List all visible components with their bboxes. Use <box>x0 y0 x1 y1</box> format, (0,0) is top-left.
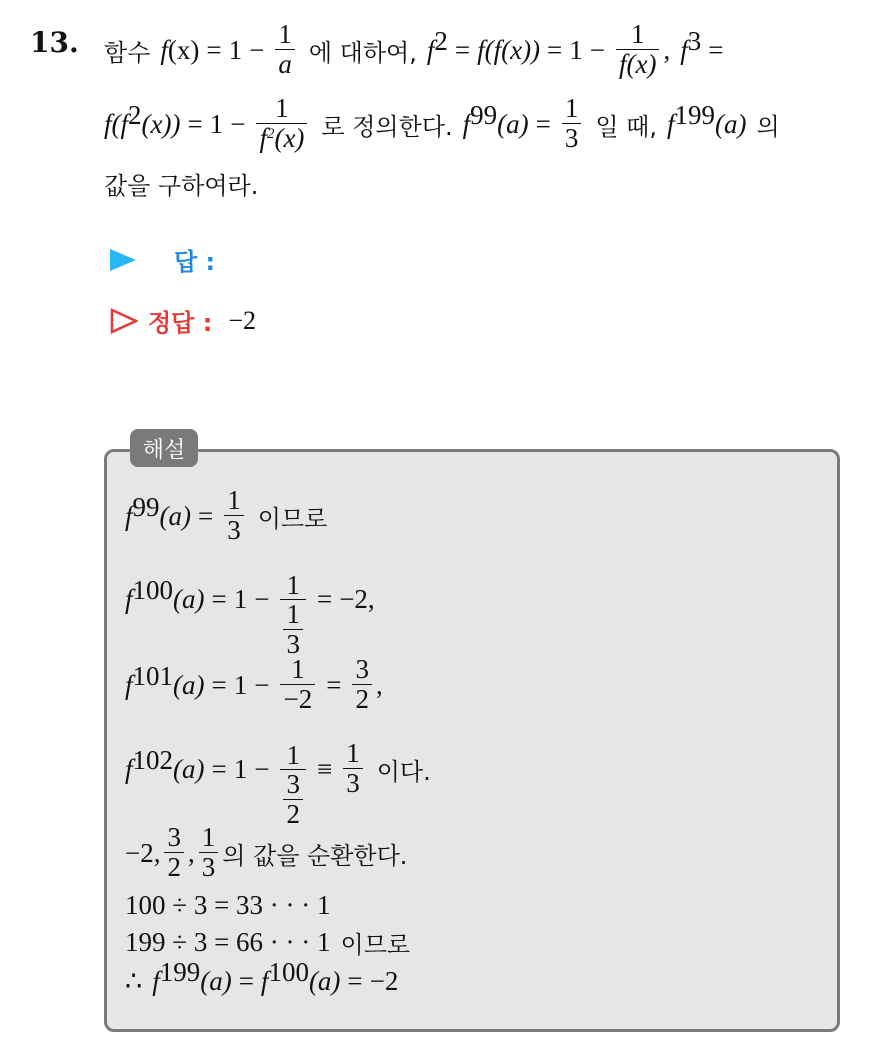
text: 이다. <box>376 757 431 786</box>
solution-line-4: f $^{102}$ (a) = 1 − $\frac{1}{\frac{3}{2}}$ ≡ $\frac{1}{3}$ 이다. <box>125 738 431 829</box>
equals: = <box>454 34 471 65</box>
outline-triangle-icon <box>110 308 138 334</box>
one: 1 <box>209 108 224 139</box>
text-ui: 의 <box>756 112 780 141</box>
correct-answer-row <box>110 303 256 338</box>
arg: (a) <box>200 965 232 996</box>
func-f: f <box>152 965 160 996</box>
fraction-1-over-fx: $\frac{1}{f(x)}$ <box>616 20 659 79</box>
text-il-ttae: 일 때, <box>595 112 657 141</box>
text-hamsu: 함수 <box>104 38 151 67</box>
equals: = <box>347 965 363 996</box>
question-line-2: f(f $^2$ (x)) = 1 − $\frac{1}{f^2(x)}$ 로 정의한다. f $^{99}$ (a) = $\frac{1}{3}$ 일 때, f $^{199}$ (a) 의 <box>104 93 780 153</box>
equals: = <box>187 108 203 139</box>
equals: = <box>211 669 227 700</box>
solution-line-3: f $^{101}$ (a) = 1 − $\frac{1}{-2}$ = $\frac{3}{2}$ , <box>125 654 383 714</box>
equals: = <box>211 753 227 784</box>
func-f3: f <box>680 34 688 65</box>
func-f: f <box>125 669 133 700</box>
text: 의 값을 순환한다. <box>222 841 408 870</box>
fraction-1-over-f2x: $\frac{1}{f^2(x)}$ <box>256 94 307 153</box>
fraction-one-third: $\frac{1}{3}$ <box>562 94 582 153</box>
question-line-1: 함수 f (x) = 1 − $\frac{1}{a}$ 에 대하여, f $^2$ = f(f(x)) = 1 − $\frac{1}{f(x)}$ , f $^3$ = <box>104 19 724 79</box>
func-ff2x-tail: (x)) <box>141 108 181 139</box>
solution-line-5 <box>125 820 407 886</box>
equals: = <box>211 583 227 614</box>
minus: − <box>254 753 270 784</box>
equals: = <box>326 669 342 700</box>
correct-answer-label: 정답 : <box>148 309 213 337</box>
question-number: 13. <box>30 26 79 59</box>
minus: − <box>589 34 606 65</box>
arg: (a) <box>173 753 205 784</box>
therefore-symbol: ∴ <box>125 965 143 996</box>
fraction-result: $\frac{1}{3}$ <box>343 739 363 798</box>
equals: = <box>198 500 214 531</box>
arg-a: (a) <box>715 108 747 139</box>
equals: = <box>535 108 551 139</box>
fraction-result: $\frac{3}{2}$ <box>352 655 372 714</box>
equals: = <box>238 965 254 996</box>
text-e-daehayeo: 에 대하여, <box>308 38 417 67</box>
complex-fraction: $\frac{1}{\frac{1}{3}}$ <box>280 571 306 659</box>
equiv: ≡ <box>316 753 333 784</box>
solution-line-8: ∴ f $^{199}$ (a) = f $^{100}$ (a) = −2 <box>125 957 399 996</box>
answer-row <box>110 242 215 277</box>
result: −2, <box>339 583 375 614</box>
one: 1 <box>233 583 248 614</box>
func-f99: f <box>462 108 471 139</box>
comma: , <box>187 837 195 868</box>
func-f: f <box>125 753 133 784</box>
arg-a: (a) <box>497 108 529 139</box>
one: 1 <box>228 34 243 65</box>
equals: = <box>708 34 724 65</box>
comma: , <box>375 669 383 700</box>
one: 1 <box>569 34 583 65</box>
solution-line-6 <box>125 888 331 922</box>
comma: , <box>663 34 671 65</box>
solution-line-1: f $^{99}$ (a) = $\frac{1}{3}$ 이므로 <box>125 485 328 545</box>
play-triangle-icon <box>110 249 136 271</box>
minus: − <box>254 669 270 700</box>
text: 이므로 <box>257 504 328 533</box>
func-f2: f <box>426 34 435 65</box>
text: 이므로 <box>340 930 411 959</box>
fraction: $\frac{1}{-2}$ <box>280 655 315 714</box>
func-f: f <box>125 583 133 614</box>
complex-fraction: $\frac{1}{\frac{3}{2}}$ <box>280 741 306 829</box>
value: −2, <box>125 837 161 868</box>
question-line-3: 값을 구하여라. <box>104 172 259 200</box>
one: 1 <box>233 753 248 784</box>
func-f: f <box>125 500 133 531</box>
equals: = <box>316 583 333 614</box>
solution-line-7 <box>125 925 410 959</box>
func-f199: f <box>666 108 675 139</box>
func-arg: (x) <box>167 34 200 65</box>
arg: (a) <box>173 583 205 614</box>
arg: (a) <box>159 500 191 531</box>
solution-line-2: f $^{100}$ (a) = 1 − $\frac{1}{\frac{1}{3}}$ = −2, <box>125 569 375 659</box>
fraction: $\frac{3}{2}$ <box>164 823 184 882</box>
minus: − <box>230 108 246 139</box>
func-f: f <box>260 965 269 996</box>
equals: = <box>206 34 222 65</box>
fraction-1-over-a: $\frac{1}{a}$ <box>275 20 295 79</box>
text-ro-jeongui: 로 정의한다. <box>321 112 453 141</box>
fraction: $\frac{1}{3}$ <box>224 486 244 545</box>
minus: − <box>249 34 265 65</box>
fraction: $\frac{1}{3}$ <box>199 823 219 882</box>
solution-tag: 해설 <box>130 429 198 467</box>
answer-label: 답 : <box>174 248 216 276</box>
expression: 199 ÷ 3 = 66 · · · 1 <box>125 926 331 957</box>
expression: 100 ÷ 3 = 33 · · · 1 <box>125 889 331 920</box>
func-f: f <box>160 34 168 65</box>
func-ff2x: f(f <box>104 108 128 139</box>
arg: (a) <box>308 965 341 996</box>
arg: (a) <box>173 669 205 700</box>
minus: − <box>254 583 270 614</box>
result: −2 <box>369 965 399 996</box>
equals: = <box>547 34 563 65</box>
one: 1 <box>233 669 248 700</box>
correct-answer-value: −2 <box>228 305 256 335</box>
func-ffx: f(f(x)) <box>477 34 541 65</box>
